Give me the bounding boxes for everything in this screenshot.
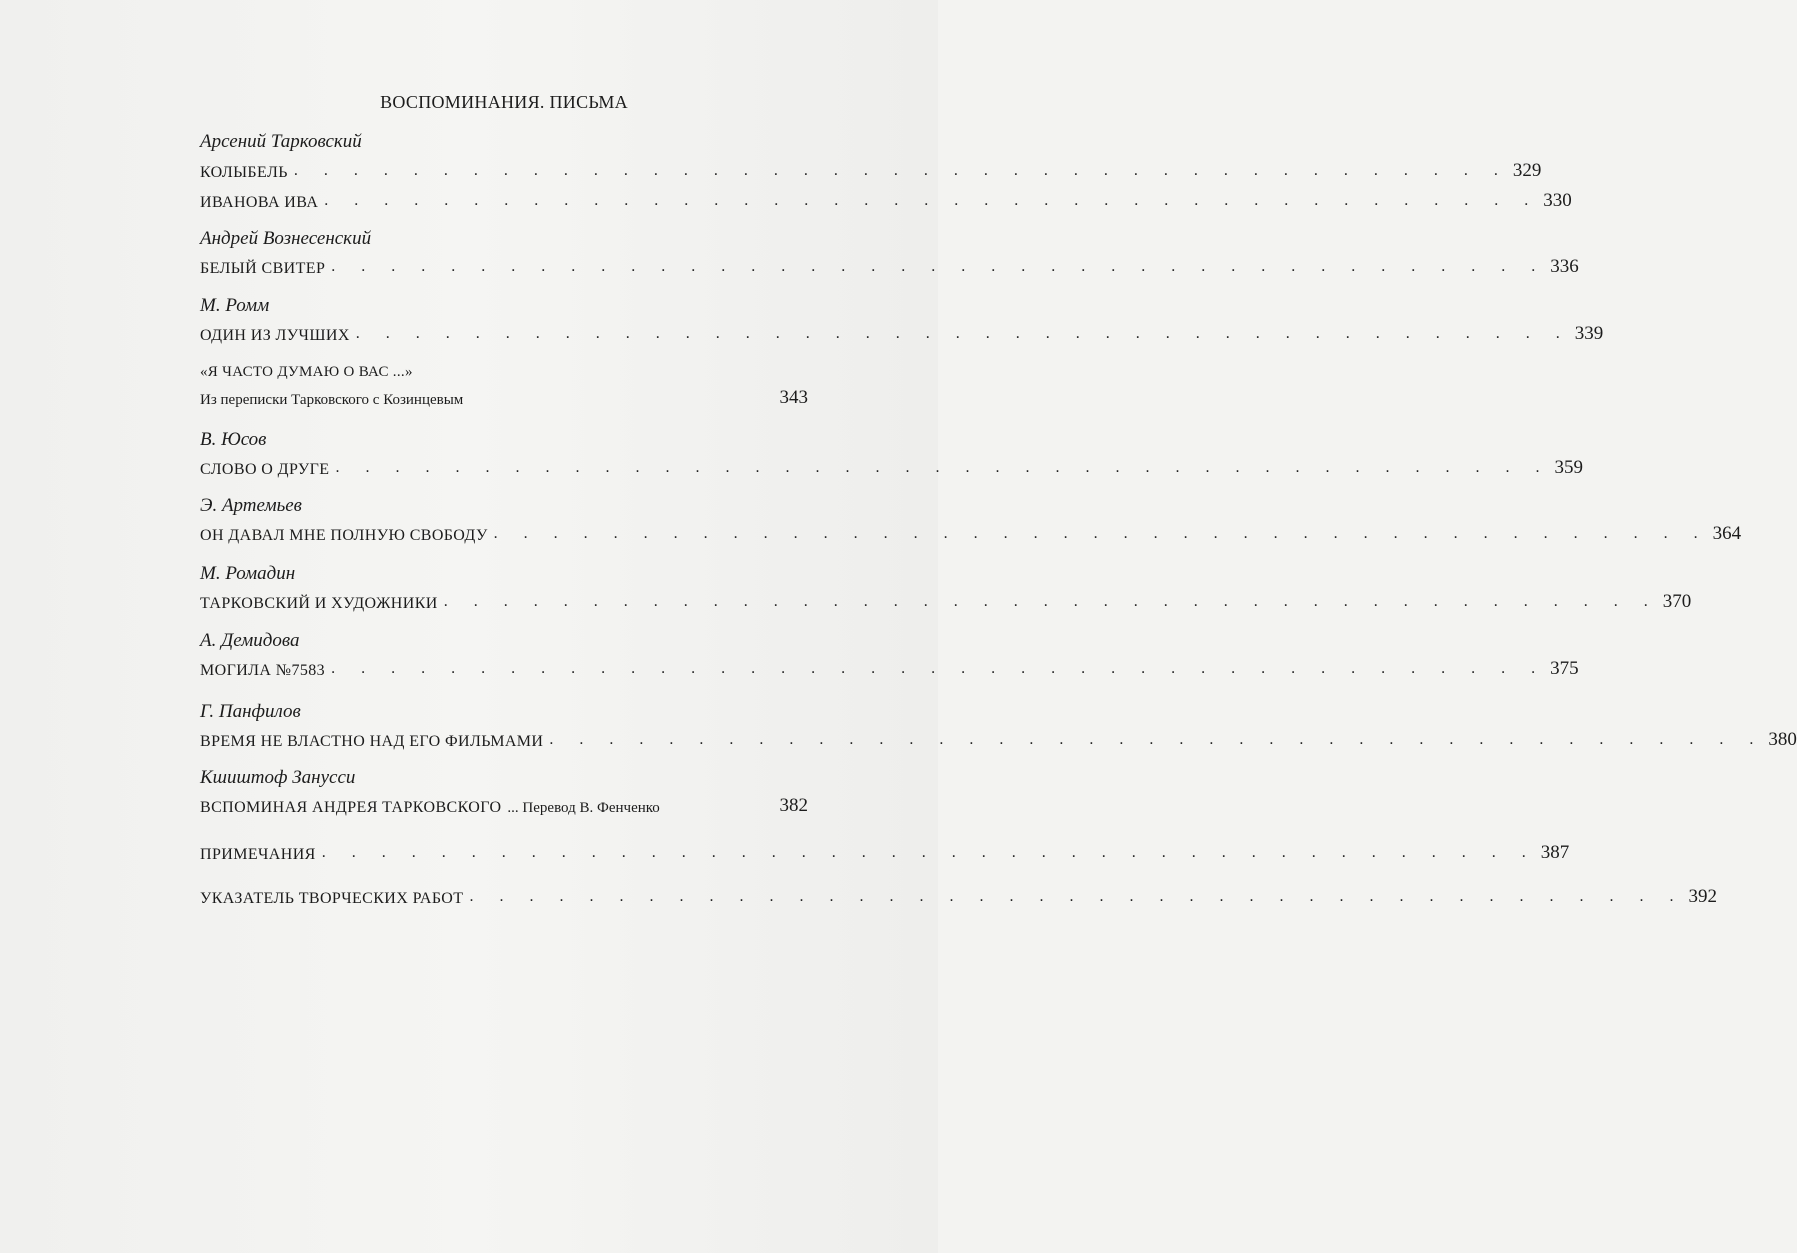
- entry-title: БЕЛЫЙ СВИТЕР: [200, 260, 326, 277]
- toc-entry[interactable]: [200, 725, 1797, 751]
- entry-title: «Я ЧАСТО ДУМАЮ О ВАС ...»: [200, 364, 413, 380]
- page-number: 329: [1512, 160, 1542, 181]
- dot-leader: . . . . . . . . . . . . . . . . . . . . . . . . . . . . . . . . . . . . . . . . .: [549, 731, 1765, 748]
- toc-entry[interactable]: [200, 791, 808, 817]
- entry-title: КОЛЫБЕЛЬ: [200, 164, 288, 181]
- page-number: 339: [1574, 323, 1604, 344]
- dot-leader: . . . . . . . . . . . . . . . . . . . . . . . . . . . . . . . . . . . . . . . . .: [331, 660, 1547, 677]
- author-name: Андрей Вознесенский: [200, 228, 372, 249]
- dot-leader: . . . . . . . . . . . . . . . . . . . . . . . . . . . . . . . . . . . . . . . . .: [324, 192, 1540, 209]
- toc-entry[interactable]: [200, 319, 1604, 345]
- toc-entry[interactable]: [200, 838, 1570, 864]
- page-number: 392: [1688, 886, 1717, 907]
- entry-title: ИВАНОВА ИВА: [200, 194, 319, 211]
- page-number: 370: [1662, 591, 1692, 612]
- toc-entry[interactable]: [200, 587, 1692, 613]
- page-number: 387: [1540, 842, 1570, 863]
- dot-leader: . . . . . . . . . . . . . . . . . . . . . . . . . . . . . . . . . . . . . . . . .: [443, 593, 1659, 610]
- dot-leader: . . . . . . . . . . . . . . . . . . . . . . . . . . . . . . . . . . . . . . . . .: [293, 162, 1509, 179]
- author-name: В. Юсов: [200, 429, 267, 450]
- entry-title: ПРИМЕЧАНИЯ: [200, 846, 316, 863]
- dot-leader: . . . . . . . . . . . . . . . . . . . . . . . . . . . . . . . . . . . . . . . . .: [331, 258, 1547, 275]
- page-number: 364: [1712, 523, 1742, 544]
- author-name: М. Ромадин: [200, 563, 296, 584]
- translator-credit: ... Перевод В. Фенченко: [507, 800, 660, 816]
- author-name: М. Ромм: [200, 295, 270, 316]
- section-heading: ВОСПОМИНАНИЯ. ПИСЬМА: [380, 92, 628, 112]
- toc-entry[interactable]: [200, 156, 1542, 182]
- toc-entry[interactable]: [200, 654, 1579, 680]
- author-name: Кшиштоф Занусси: [200, 767, 356, 788]
- entry-title: ТАРКОВСКИЙ И ХУДОЖНИКИ: [200, 595, 438, 612]
- dot-leader: . . . . . . . . . . . . . . . . . . . . . . . . . . . . . . . . . . . . . . . . .: [469, 888, 1685, 905]
- author-name: Арсений Тарковский: [200, 131, 362, 152]
- toc-entry[interactable]: [200, 186, 1572, 212]
- dot-leader: . . . . . . . . . . . . . . . . . . . . . . . . . . . . . . . . . . . . . . . . .: [493, 525, 1709, 542]
- entry-title: СЛОВО О ДРУГЕ: [200, 461, 330, 478]
- entry-title: [200, 799, 666, 817]
- page-number: 330: [1543, 190, 1572, 211]
- author-name: А. Демидова: [200, 630, 300, 651]
- dot-leader: . . . . . . . . . . . . . . . . . . . . . . . . . . . . . . . . . . . . . . . . .: [335, 459, 1551, 476]
- entry-subtitle: Из переписки Тарковского с Козинцевым: [200, 392, 464, 408]
- page-number: 359: [1554, 457, 1583, 478]
- toc-entry[interactable]: [200, 519, 1742, 545]
- entry-title: ОН ДАВАЛ МНЕ ПОЛНУЮ СВОБОДУ: [200, 527, 488, 544]
- toc-entry[interactable]: [200, 882, 1717, 908]
- toc-entry[interactable]: [200, 383, 808, 409]
- entry-title: МОГИЛА №7583: [200, 662, 326, 679]
- author-name: Э. Артемьев: [200, 495, 302, 516]
- page-number: 343: [779, 387, 808, 408]
- toc-entry[interactable]: [200, 252, 1579, 278]
- author-name: Г. Панфилов: [200, 701, 301, 722]
- page-number: 380: [1768, 729, 1797, 750]
- page-number: 375: [1550, 658, 1579, 679]
- toc-entry[interactable]: [200, 453, 1583, 479]
- dot-leader: . . . . . . . . . . . . . . . . . . . . . . . . . . . . . . . . . . . . . . . . .: [355, 325, 1571, 342]
- entry-title: ОДИН ИЗ ЛУЧШИХ: [200, 327, 350, 344]
- entry-title-text: ВСПОМИНАЯ АНДРЕЯ ТАРКОВСКОГО: [200, 799, 502, 816]
- entry-title: УКАЗАТЕЛЬ ТВОРЧЕСКИХ РАБОТ: [200, 890, 464, 907]
- page-number: 336: [1550, 256, 1579, 277]
- dot-leader: . . . . . . . . . . . . . . . . . . . . . . . . . . . . . . . . . . . . . . . . .: [321, 844, 1537, 861]
- entry-title: ВРЕМЯ НЕ ВЛАСТНО НАД ЕГО ФИЛЬМАМИ: [200, 733, 544, 750]
- page-number: 382: [779, 795, 808, 816]
